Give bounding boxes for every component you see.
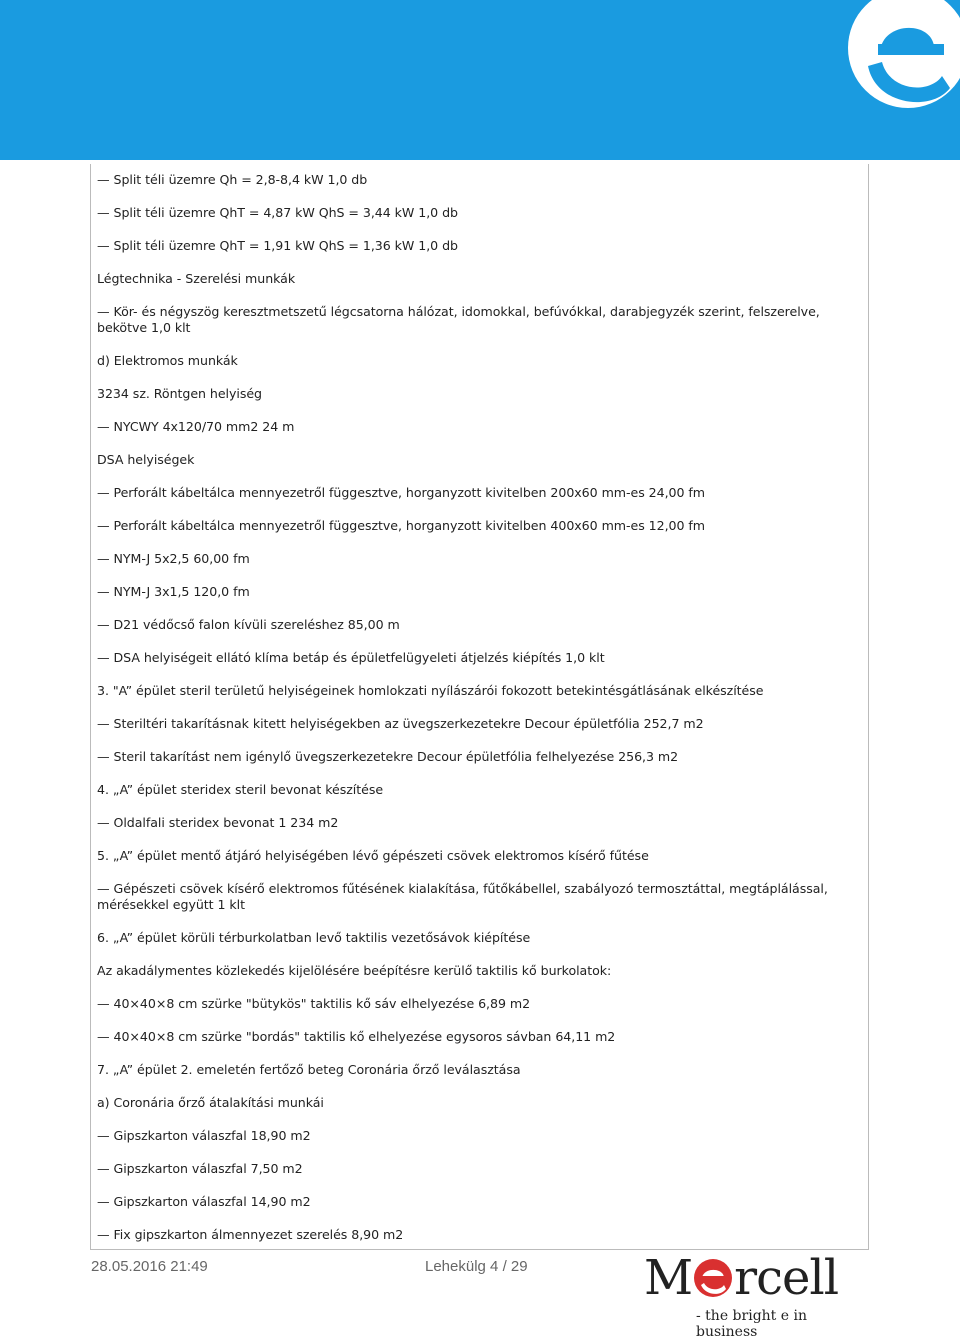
document-body — [97, 172, 865, 1260]
list-item: — Split téli üzemre QhT = 1,91 kW QhS = 1,36 kW 1,0 db — [97, 238, 865, 254]
list-item: — 40×40×8 cm szürke "bordás" taktilis kő elhelyezése egysoros sávban 64,11 m2 — [97, 1029, 865, 1045]
brand-tagline: - the bright e in business — [696, 1308, 807, 1340]
list-item: — Gipszkarton válaszfal 7,50 m2 — [97, 1161, 865, 1177]
list-item: — D21 védőcső falon kívüli szereléshez 85,00 m — [97, 617, 865, 633]
list-item: — DSA helyiségeit ellátó klíma betáp és épületfelügyeleti átjelzés kiépítés 1,0 klt — [97, 650, 865, 666]
section-heading: 4. „A” épület steridex steril bevonat készítése — [97, 782, 384, 797]
list-item: — NYM-J 3x1,5 120,0 fm — [97, 584, 865, 600]
header-banner — [0, 0, 960, 160]
list-item: — Steriltéri takarításnak kitett helyiségekben az üvegszerkezetekre Decour épületfólia 252,7 m2 — [97, 716, 865, 732]
list-item: — Gépészeti csövek kísérő elektromos fűtésének kialakítása, fűtőkábellel, szabályozó termosztáttal, megtáplálással, mérésekkel együtt 1 klt — [97, 881, 865, 913]
footer-date: 28.05.2016 21:49 — [91, 1258, 208, 1275]
page-frame-left — [90, 164, 91, 1250]
brand-name-start: M — [644, 1250, 693, 1306]
brand-name — [644, 1252, 838, 1304]
footer-page-number: Lehekülg 4 / 29 — [425, 1258, 528, 1275]
section-heading: 3234 sz. Röntgen helyiség — [97, 386, 263, 401]
brand-name-end: rcell — [734, 1250, 839, 1306]
section-heading: 3. "A” épület steril területű helyiségeinek homlokzati nyílászárói fokozott betekintésgátlásának elkészítése — [97, 683, 764, 698]
section-heading: DSA helyiségek — [97, 452, 195, 467]
list-item: — Gipszkarton válaszfal 18,90 m2 — [97, 1128, 865, 1144]
e-logo-icon — [820, 0, 960, 110]
section-heading: 5. „A” épület mentő átjáró helyiségében lévő gépészeti csövek elektromos kísérő fűtése — [97, 848, 649, 863]
list-item: — Oldalfali steridex bevonat 1 234 m2 — [97, 815, 865, 831]
list-item: — Perforált kábeltálca mennyezetről függesztve, horganyzott kivitelben 400x60 mm-es 12,00 fm — [97, 518, 865, 534]
list-item: — Split téli üzemre QhT = 4,87 kW QhS = 3,44 kW 1,0 db — [97, 205, 865, 221]
page-frame-right — [868, 164, 869, 1250]
list-item: — 40×40×8 cm szürke "bütykös" taktilis kő sáv elhelyezése 6,89 m2 — [97, 996, 865, 1012]
list-item: — Perforált kábeltálca mennyezetről függesztve, horganyzott kivitelben 200x60 mm-es 24,00 fm — [97, 485, 865, 501]
brand-logo — [644, 1250, 866, 1340]
list-item: — Kör- és négyszög keresztmetszetű légcsatorna hálózat, idomokkal, befúvókkal, darabjegyzék szerint, felszerelve, bekötve 1,0 klt — [97, 304, 865, 336]
section-heading: Légtechnika - Szerelési munkák — [97, 271, 296, 286]
list-item: — NYM-J 5x2,5 60,00 fm — [97, 551, 865, 567]
section-heading: 7. „A” épület 2. emeletén fertőző beteg Coronária őrző leválasztása — [97, 1062, 521, 1077]
list-item: — Steril takarítást nem igénylő üvegszerkezetekre Decour épületfólia felhelyezése 256,3 m2 — [97, 749, 865, 765]
e-circle-logo-icon — [693, 1258, 733, 1298]
list-item: — Fix gipszkarton álmennyezet szerelés 8,90 m2 — [97, 1227, 865, 1243]
list-item: — NYCWY 4x120/70 mm2 24 m — [97, 419, 865, 435]
list-item: — Split téli üzemre Qh = 2,8-8,4 kW 1,0 db — [97, 172, 865, 188]
section-heading: a) Coronária őrző átalakítási munkái — [97, 1095, 324, 1110]
section-heading: d) Elektromos munkák — [97, 353, 238, 368]
section-heading: 6. „A” épület körüli térburkolatban levő taktilis vezetősávok kiépítése — [97, 930, 531, 945]
list-item: — Gipszkarton válaszfal 14,90 m2 — [97, 1194, 865, 1210]
section-heading: Az akadálymentes közlekedés kijelölésére beépítésre kerülő taktilis kő burkolatok: — [97, 963, 612, 978]
